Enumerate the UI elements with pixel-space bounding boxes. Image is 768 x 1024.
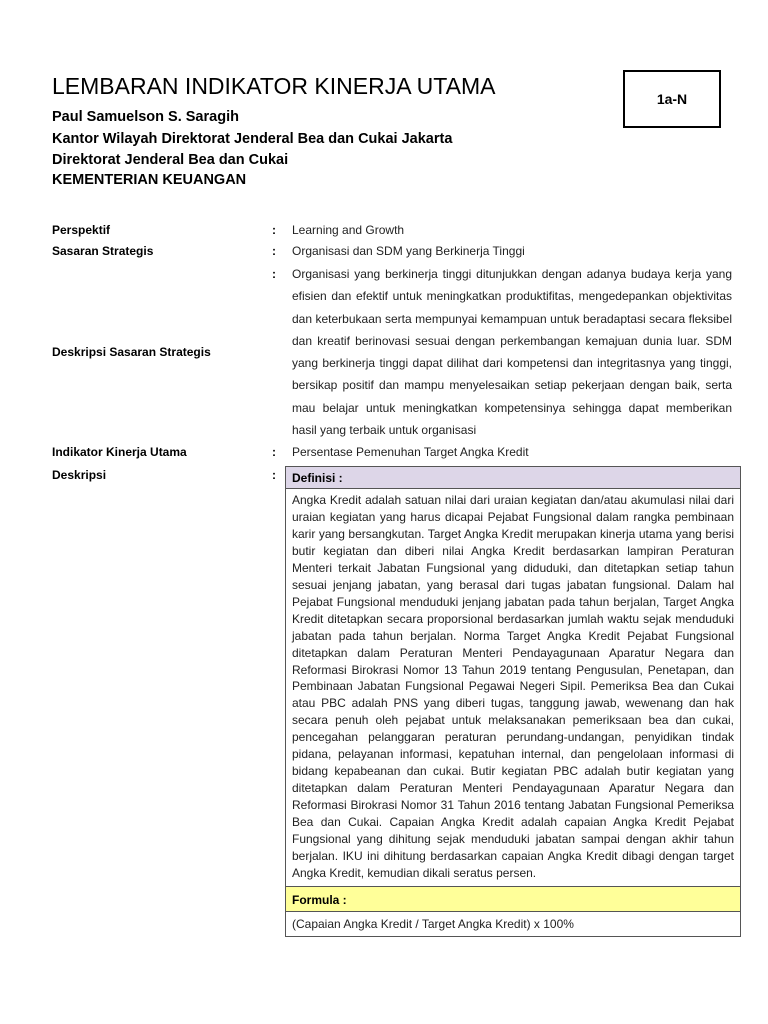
definisi-text: Angka Kredit adalah satuan nilai dari uraian kegiatan dan/atau akumulasi nilai dari uraian kegiatan yang harus dicapai Pejabat Fungsional dalam rangka pembinaan karir yang bersangkutan. Target Angka Kredit merupakan kinerja utama yang berisi butir kegiatan dan diberi nilai Angka Kredit berdasarkan lampiran Peraturan Menteri terkait Jabatan Fungsional yang diduduki, dan ditetapkan setiap tahun sesuai jenjang jabatan, yang berasal dari tugas jabatan fungsional. Dalam hal Pejabat Fungsional menduduki jenjang jabatan pada tahun berjalan, Target Angka Kredit ditetapkan secara proporsional berdasarkan jumlah waktu sejak menduduki jabatan pada tahun berjalan. Norma Target Angka Kredit Pejabat Fungsional ditetapkan dalam Peraturan Menteri Pendayagunaan Aparatur Negara dan Reformasi Birokrasi Nomor 13 Tahun 2019 tentang Pengusulan, Penetapan, dan Pembinaan Jabatan Fungsional Pegawai Negeri Sipil. Pemeriksa Bea dan Cukai atau PBC adalah PNS yang diberi tugas, tanggung jawab, wewenang dan hak secara penuh oleh pejabat untuk melaksanakan pemeriksaan bea dan cukai, pencegahan pelanggaran peraturan perundang-undangan, penyidikan tindak pidana, pelayanan informasi, kepatuhan internal, dan pengelolaan informasi di bidang kepabeanan dan cukai. Butir kegiatan PBC adalah butir kegiatan yang ditetapkan dalam Peraturan Menteri Pendayagunaan Aparatur Negara dan Reformasi Birokrasi Nomor 31 Tahun 2016 tentang Jabatan Fungsional Pemeriksa Bea dan Cukai. Capaian Angka Kredit adalah capaian Angka Kredit Pejabat Fungsional yang dihitung sejak menduduki jabatan sampai dengan akhir tahun berjalan. IKU ini dihitung berdasarkan capaian Angka Kredit dibagi dengan target Angka Kredit, kemudian dikali seratus persen. — [292, 493, 734, 880]
colon: : — [272, 445, 276, 459]
sasaran-label: Sasaran Strategis — [52, 244, 154, 258]
definisi-heading: Definisi : — [286, 467, 740, 489]
colon: : — [272, 244, 276, 258]
ministry-name: KEMENTERIAN KEUANGAN — [52, 172, 247, 188]
deskripsi-label: Deskripsi — [52, 468, 107, 482]
sasaran-value: Organisasi dan SDM yang Berkinerja Tinggi — [292, 244, 525, 258]
iku-value: Persentase Pemenuhan Target Angka Kredit — [292, 445, 529, 459]
deskripsi-sasaran-value: Organisasi yang berkinerja tinggi ditunjukkan dengan adanya budaya kerja yang efisien dan efektif untuk meningkatkan produktifitas, mengedepankan objektivitas dan keterbukaan serta mempunyai kemampuan untuk beradaptasi secara fleksibel dan kreatif berinovasi sesuai dengan perkembangan kemajuan dunia luar. SDM yang berkinerja tinggi dapat dilihat dari kompetensi dan integritasnya yang tinggi, bersikap positif dan mampu menyelesaikan setiap pekerjaan dengan baik, serta mau belajar untuk meningkatkan kompetensinya sehingga dapat memberikan hasil yang terbaik untuk organisasi — [292, 267, 732, 438]
deskripsi-sasaran-label: Deskripsi Sasaran Strategis — [52, 345, 211, 359]
page-title: LEMBARAN INDIKATOR KINERJA UTAMA — [52, 73, 496, 99]
office-name: Kantor Wilayah Direktorat Jenderal Bea dan Cukai Jakarta — [52, 131, 453, 147]
document-code: 1a-N — [623, 70, 721, 128]
deskripsi-table — [285, 466, 741, 937]
formula-heading: Formula : — [286, 886, 740, 912]
directorate-name: Direktorat Jenderal Bea dan Cukai — [52, 152, 289, 168]
colon: : — [272, 267, 276, 281]
perspektif-value: Learning and Growth — [292, 223, 405, 237]
formula-text: (Capaian Angka Kredit / Target Angka Kredit) x 100% — [292, 916, 574, 931]
employee-name: Paul Samuelson S. Saragih — [52, 109, 239, 125]
colon: : — [272, 468, 276, 482]
iku-label: Indikator Kinerja Utama — [52, 445, 187, 459]
perspektif-label: Perspektif — [52, 223, 111, 237]
colon: : — [272, 223, 276, 237]
